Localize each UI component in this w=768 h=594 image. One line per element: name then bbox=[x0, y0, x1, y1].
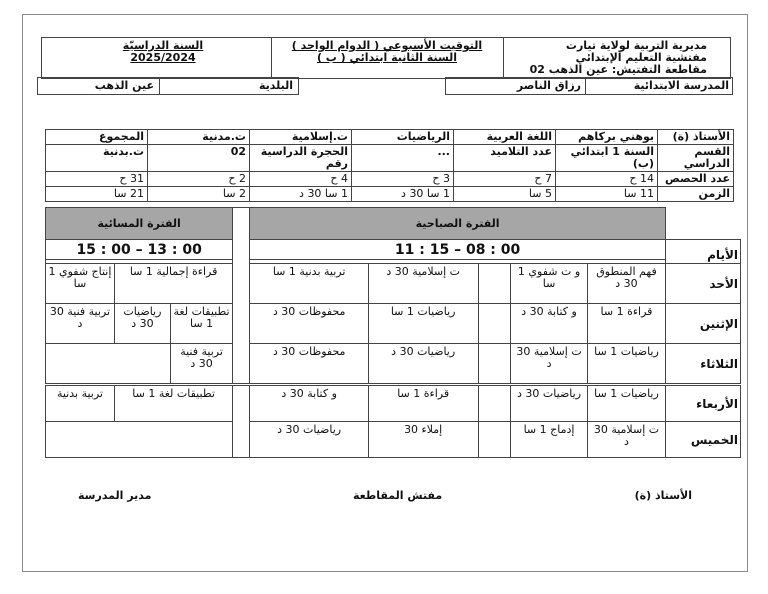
row-monday bbox=[46, 304, 741, 344]
pupils-label: عدد التلاميد bbox=[454, 145, 556, 172]
time-pe: 2 سا bbox=[148, 187, 250, 202]
day-wednesday: الأربعاء bbox=[665, 386, 740, 422]
inspectorate: مفتشية التعليم الإبتدائي bbox=[575, 51, 707, 64]
wed-slot-3 bbox=[478, 386, 510, 422]
sessions-math: 7 ح bbox=[454, 172, 556, 187]
period-gap bbox=[233, 208, 250, 384]
afternoon-time: 15 : 00 – 13 : 00 bbox=[46, 240, 233, 260]
room-label: الحجرة الدراسية رقم bbox=[250, 145, 352, 172]
summary-row-class bbox=[46, 145, 734, 172]
row-tuesday bbox=[46, 344, 741, 384]
day-sunday: الأحد bbox=[665, 264, 740, 304]
sun-slot-5: تربية بدنية 1 سا bbox=[250, 264, 368, 304]
schedule-table bbox=[45, 207, 741, 384]
gap-lower bbox=[233, 386, 250, 458]
sun-pm-2: إنتاج شفوي 1 سا bbox=[46, 264, 115, 304]
row-sunday bbox=[46, 264, 741, 304]
signature-inspector: مفتش المقاطعة bbox=[353, 489, 443, 502]
mon-pm-2: رياضيات 30 د bbox=[114, 304, 170, 344]
schedule-table-lower bbox=[45, 385, 741, 458]
info-divider-b bbox=[585, 77, 586, 95]
signature-principal: مدير المدرسة bbox=[78, 489, 152, 502]
pupils-value: ... bbox=[352, 145, 454, 172]
time-label: الزمن bbox=[658, 187, 734, 202]
sessions-label: عدد الحصص bbox=[658, 172, 734, 187]
day-tuesday: الثلاثاء bbox=[665, 344, 740, 384]
days-header: الأيام bbox=[665, 240, 740, 264]
schedule-header-row bbox=[46, 208, 741, 240]
wed-slot-5: و كتابة 30 د bbox=[250, 386, 368, 422]
school-label: المدرسة الابتدائية bbox=[633, 79, 729, 92]
header-divider-2 bbox=[503, 37, 504, 79]
subject-math: الرياضيات bbox=[352, 130, 454, 145]
wed-slot-1: رياضيات 1 سا bbox=[588, 386, 665, 422]
schedule-time-row bbox=[46, 240, 741, 260]
wed-slot-2: رياضيات 30 د bbox=[510, 386, 587, 422]
wed-slot-4: قراءة 1 سا bbox=[368, 386, 478, 422]
thu-slot-2: إدماج 1 سا bbox=[510, 422, 587, 458]
directorate: مديرية التربية لولاية تيارت bbox=[565, 39, 707, 52]
wed-pm-1: تطبيقات لغة 1 سا bbox=[114, 386, 232, 422]
class-title: السنة الثانية ابتدائي ( ب ) bbox=[316, 51, 458, 64]
subject-pe: ت.بدنية bbox=[46, 145, 148, 172]
info-divider-a bbox=[159, 77, 160, 95]
class-value: السنة 1 ابتدائي (ب) bbox=[556, 145, 658, 172]
subject-islamic: ت.إسلامية bbox=[250, 130, 352, 145]
sessions-civic: 4 ح bbox=[250, 172, 352, 187]
mon-slot-5: محفوظات 30 د bbox=[250, 304, 368, 344]
teacher-name: بوهني بركاهم bbox=[556, 130, 658, 145]
summary-row-teacher bbox=[46, 130, 734, 145]
thu-slot-3 bbox=[478, 422, 510, 458]
afternoon-period-header: الفترة المسائية bbox=[46, 208, 233, 240]
sun-slot-2: و ت شفوي 1 سا bbox=[510, 264, 587, 304]
sun-pm-1: قراءة إجمالية 1 سا bbox=[114, 264, 232, 304]
summary-total-label: المجموع bbox=[46, 130, 148, 145]
mon-slot-3 bbox=[478, 304, 510, 344]
summary-row-time bbox=[46, 187, 734, 202]
time-civic: 1 سا 30 د bbox=[250, 187, 352, 202]
mon-pm-3: تربية فنية 30 د bbox=[46, 304, 115, 344]
morning-period-header: الفترة الصباحية bbox=[250, 208, 665, 240]
document-page bbox=[22, 14, 748, 572]
sessions-arabic: 14 ح bbox=[556, 172, 658, 187]
subject-arabic: اللغة العربية bbox=[454, 130, 556, 145]
time-arabic: 11 سا bbox=[556, 187, 658, 202]
tue-slot-4: رياضيات 30 د bbox=[368, 344, 478, 384]
corner-cell bbox=[665, 208, 740, 240]
year-label: السنة الدراسيّة bbox=[122, 39, 204, 52]
municipality-value: عين الذهب bbox=[94, 79, 154, 92]
thu-slot-1: ت إسلامية 30 د bbox=[588, 422, 665, 458]
tue-slot-2: ت إسلامية 30 د bbox=[510, 344, 587, 384]
school-value: رزاق الناصر bbox=[516, 79, 581, 92]
row-thursday bbox=[46, 422, 741, 458]
sessions-total: 31 ح bbox=[46, 172, 148, 187]
tue-slot-3 bbox=[478, 344, 510, 384]
time-math: 5 سا bbox=[454, 187, 556, 202]
sessions-pe: 2 ح bbox=[148, 172, 250, 187]
municipality-label: البلدية bbox=[258, 79, 293, 92]
summary-row-sessions bbox=[46, 172, 734, 187]
mon-slot-2: و كتابة 30 د bbox=[510, 304, 587, 344]
time-islamic: 1 سا 30 د bbox=[352, 187, 454, 202]
sun-slot-4: ت إسلامية 30 د bbox=[368, 264, 478, 304]
tue-slot-1: رياضيات 1 سا bbox=[588, 344, 665, 384]
summary-table bbox=[45, 129, 734, 202]
mon-slot-1: قراءة 1 سا bbox=[588, 304, 665, 344]
tue-slot-6: تربية فنية 30 د bbox=[170, 344, 232, 384]
signature-teacher: الأستاذ (ة) bbox=[634, 489, 692, 502]
district: مقاطعة التفتيش: عين الذهب 02 bbox=[529, 63, 707, 76]
tue-slot-5: محفوظات 30 د bbox=[250, 344, 368, 384]
morning-time: 11 : 15 – 08 : 00 bbox=[250, 240, 665, 260]
mon-slot-4: رياضيات 1 سا bbox=[368, 304, 478, 344]
row-wednesday bbox=[46, 386, 741, 422]
year-value: 2025/2024 bbox=[130, 51, 196, 64]
room-value: 02 bbox=[148, 145, 250, 172]
class-label: القسم الدراسي bbox=[658, 145, 734, 172]
day-thursday: الخميس bbox=[665, 422, 740, 458]
time-total: 21 سا bbox=[46, 187, 148, 202]
schedule-title: التوقيت الأسبوعي ( الدوام الواحد ) bbox=[291, 39, 483, 52]
thu-pm-empty bbox=[46, 422, 233, 458]
header-divider-1 bbox=[271, 37, 272, 79]
thu-slot-4: إملاء 30 bbox=[368, 422, 478, 458]
wed-pm-2: تربية بدنية bbox=[46, 386, 115, 422]
sessions-islamic: 3 ح bbox=[352, 172, 454, 187]
day-monday: الإثنين bbox=[665, 304, 740, 344]
subject-civic: ت.مدنية bbox=[148, 130, 250, 145]
sun-slot-1: فهم المنطوق 30 د bbox=[588, 264, 665, 304]
mon-pm-1: تطبيقات لغة 1 سا bbox=[170, 304, 232, 344]
teacher-label: الأستاذ (ة) bbox=[658, 130, 734, 145]
sun-slot-3 bbox=[478, 264, 510, 304]
thu-slot-5: رياضيات 30 د bbox=[250, 422, 368, 458]
tue-pm-empty bbox=[46, 344, 171, 384]
